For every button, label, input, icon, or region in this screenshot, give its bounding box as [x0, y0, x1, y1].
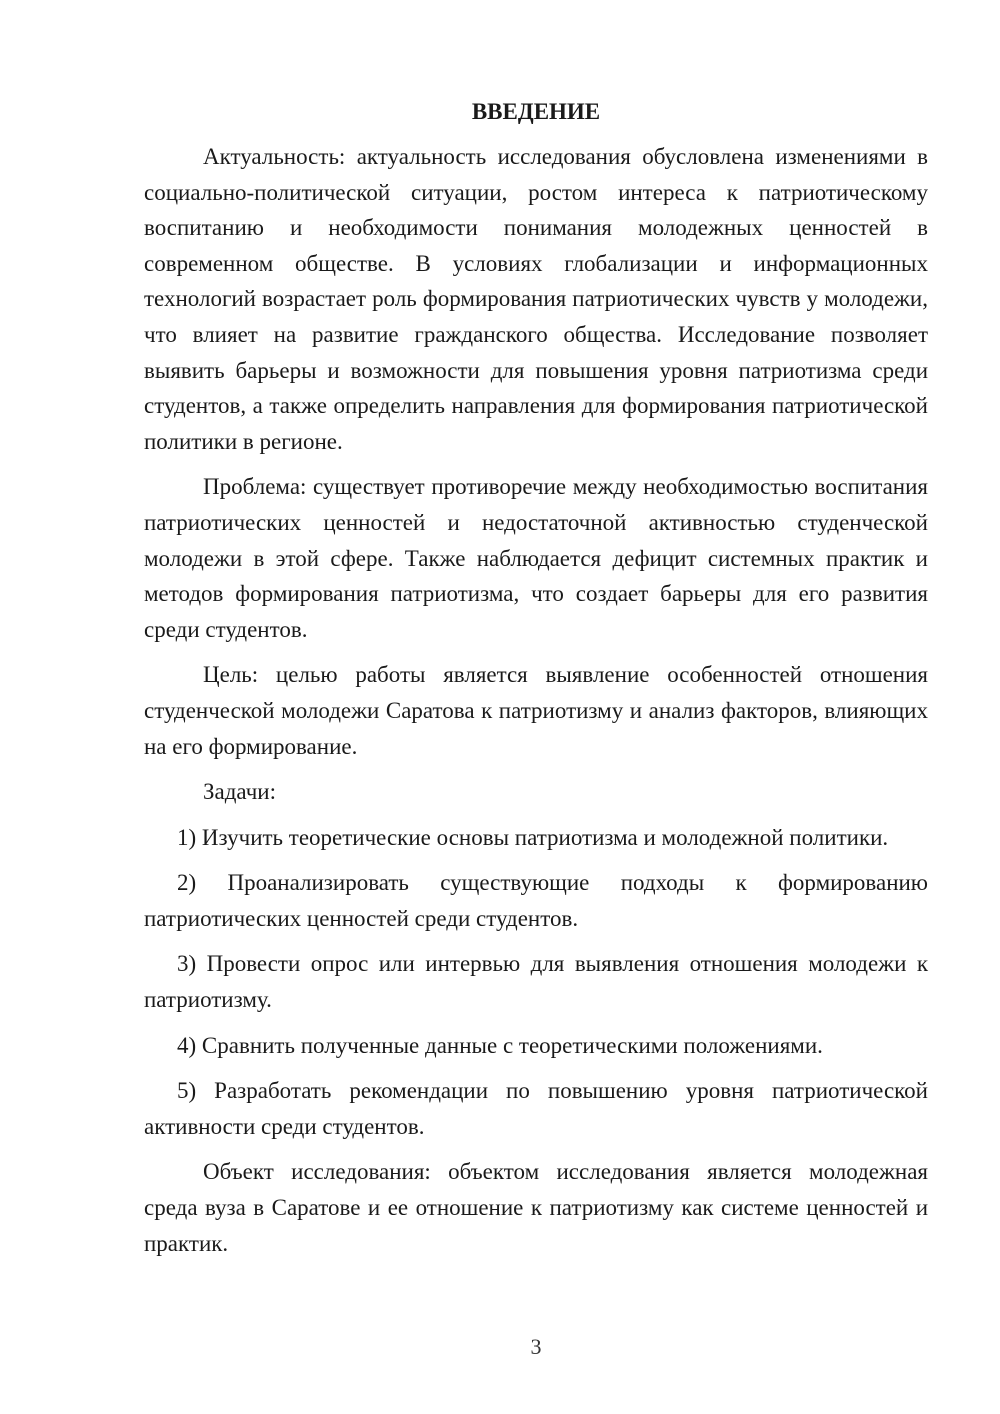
object-paragraph: Объект исследования: объектом исследования является молодежная среда вуза в Саратове и ее отношение к патриотизму как системе ценностей и практик.: [144, 1159, 928, 1256]
tasks-list: [144, 820, 928, 1145]
task-item-4: 4) Сравнить полученные данные с теоретическими положениями.: [177, 1032, 823, 1058]
page-number: 3: [530, 1334, 542, 1359]
page-title: ВВЕДЕНИЕ: [471, 99, 601, 124]
problem-paragraph: Проблема: существует противоречие между необходимостью воспитания патриотических ценностей и недостаточной активностью студенческой молодежи в этой сфере. Также наблюдается дефицит системных практик и методов формирования патриотизма, что создает барьеры для его развития среди студентов.: [144, 474, 928, 642]
goal-paragraph: Цель: целью работы является выявление особенностей отношения студенческой молодежи Саратова к патриотизму и анализ факторов, влияющих на его формирование.: [144, 662, 928, 759]
task-item-2: 2) Проанализировать существующие подходы к формированию патриотических ценностей среди студентов.: [144, 870, 928, 931]
document-page: [144, 94, 928, 1271]
task-item-3: 3) Провести опрос или интервью для выявления отношения молодежи к патриотизму.: [144, 951, 928, 1013]
relevance-paragraph: Актуальность: актуальность исследования обусловлена изменениями в социально-политической ситуации, ростом интереса к патриотическому воспитанию и необходимости понимания молодежных ценностей в современном обществе. В условиях глобализации и информационных технологий возрастает роль формирования патриотических чувств у молодежи, что влияет на развитие гражданского общества. Исследование позволяет выявить барьеры и возможности для повышения уровня патриотизма среди студентов, а также определить направления для формирования патриотической политики в регионе.: [144, 144, 928, 454]
task-item-1: 1) Изучить теоретические основы патриотизма и молодежной политики.: [177, 824, 889, 850]
tasks-label: Задачи:: [203, 779, 276, 805]
task-item-5: 5) Разработать рекомендации по повышению уровня патриотической активности среди студентов.: [144, 1078, 928, 1139]
